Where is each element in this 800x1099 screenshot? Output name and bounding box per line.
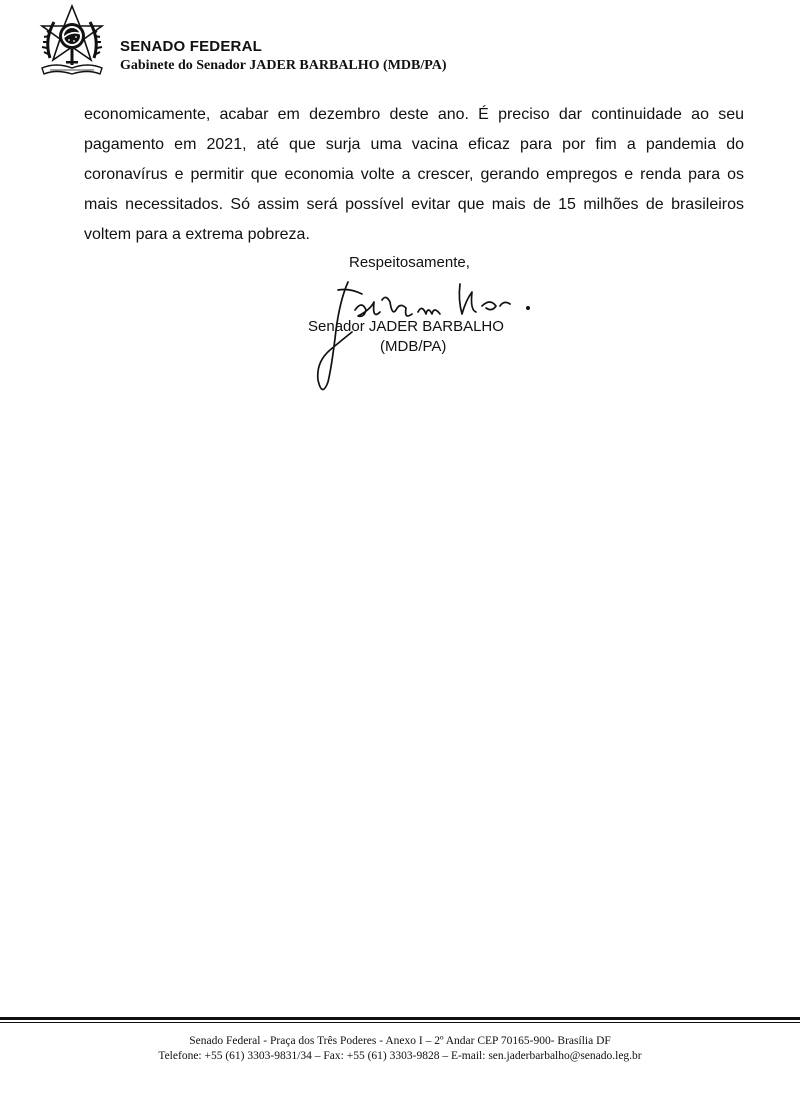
body-line: mais necessitados. Só assim será possível evitar que mais de 15 milhões de brasileiros bbox=[84, 196, 744, 213]
office-subtitle: Gabinete do Senador JADER BARBALHO (MDB/PA) bbox=[120, 58, 447, 73]
letter-body bbox=[84, 100, 744, 250]
closing-salutation: Respeitosamente, bbox=[349, 254, 470, 271]
footer-address: Senado Federal - Praça dos Três Poderes - Anexo I – 2º Andar CEP 70165-900- Brasília DF bbox=[189, 1035, 611, 1047]
footer bbox=[0, 1034, 800, 1064]
handwritten-signature bbox=[300, 270, 550, 400]
signatory-name: Senador JADER BARBALHO bbox=[308, 318, 504, 335]
footer-divider-thick bbox=[0, 1017, 800, 1020]
institution-title: SENADO FEDERAL bbox=[120, 38, 262, 55]
body-line: coronavírus e permitir que economia volte a crescer, gerando empregos e renda para os bbox=[84, 166, 744, 183]
body-line: voltem para a extrema pobreza. bbox=[84, 226, 310, 243]
footer-divider-thin bbox=[0, 1022, 800, 1023]
letterhead bbox=[36, 4, 636, 78]
signatory-party: (MDB/PA) bbox=[380, 338, 447, 355]
body-line: economicamente, acabar em dezembro deste ano. É preciso dar continuidade ao seu bbox=[84, 106, 744, 123]
footer-contact: Telefone: +55 (61) 3303-9831/34 – Fax: +55 (61) 3303-9828 – E-mail: sen.jaderbarbalho@senado.leg.br bbox=[158, 1050, 642, 1062]
brazil-coat-of-arms-icon bbox=[36, 4, 108, 78]
body-line: pagamento em 2021, até que surja uma vacina eficaz para por fim a pandemia do bbox=[84, 136, 744, 153]
